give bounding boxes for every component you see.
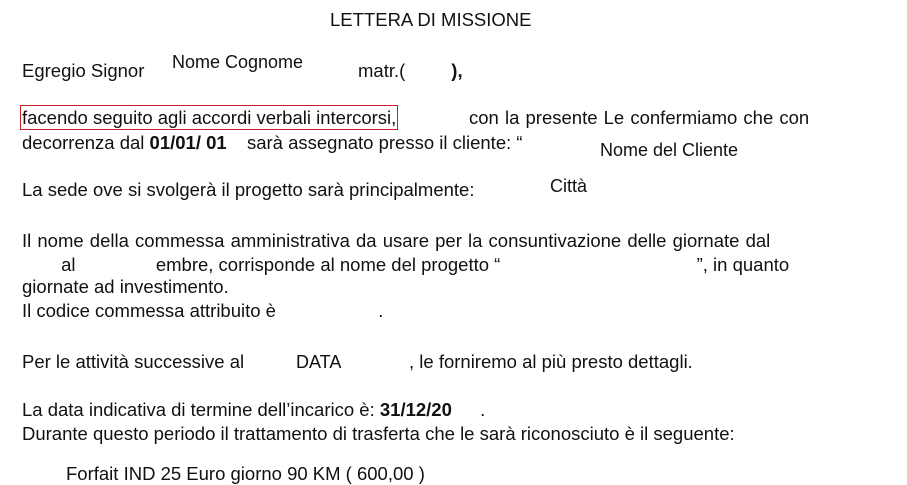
in-quanto: ”, in quanto [696, 254, 790, 275]
recipient-name-field: Nome Cognome [172, 52, 304, 72]
para4-prefix: Per le attività successive al [22, 351, 245, 372]
salutation-prefix [22, 60, 144, 82]
city-field: Città [550, 176, 588, 196]
para2-line: La sede ove si svolgerà il progetto sarà principalmente: [22, 179, 475, 200]
project-intro: embre, corrisponde al nome del progetto “ [155, 254, 501, 275]
para1-line2 [22, 132, 523, 154]
codice-period: . [378, 300, 384, 321]
codice-commessa-label: Il codice commessa attribuito è [22, 300, 276, 321]
matricola-label [358, 60, 463, 82]
end-date-label: La data indicativa di termine dell’incarico è: [22, 399, 375, 420]
para3-line3: giornate ad investimento. [22, 276, 229, 297]
matr-close: ), [451, 60, 463, 81]
assegnato-text: sarà assegnato presso il cliente: “ [246, 132, 523, 153]
para5-line1 [22, 399, 485, 421]
trasferta-partial-line: Forfait IND 25 Euro giorno 90 KM ( 600,00 ) [66, 463, 425, 484]
highlighted-phrase: facendo seguito agli accordi verbali intercorsi, [22, 107, 397, 128]
para4-suffix: , le forniremo al più presto dettagli. [409, 351, 693, 372]
para3-line2 [22, 254, 870, 276]
para3-line4 [22, 300, 383, 322]
salutation-label: Egregio Signor [22, 60, 145, 81]
end-date-period: . [480, 399, 486, 420]
date-field: DATA [296, 352, 342, 372]
decorrenza-label: decorrenza dal [22, 132, 145, 153]
para1-line1 [22, 107, 396, 129]
end-date: 31/12/20 [379, 399, 452, 420]
start-date: 01/01/ 01 [149, 132, 227, 153]
client-name-field: Nome del Cliente [600, 140, 739, 160]
para5-line2: Durante questo periodo il trattamento di trasferta che le sarà riconosciuto è il seguente: [22, 423, 735, 444]
al-text: al [61, 254, 76, 275]
para3-line1: Il nome della commessa amministrativa da usare per la consuntivazione delle giornate dal [22, 230, 771, 251]
para1-line1-rest: con la presente Le confermiamo che con [469, 107, 810, 128]
document-title: LETTERA DI MISSIONE [330, 9, 532, 30]
matr-open: matr.( [358, 60, 406, 81]
